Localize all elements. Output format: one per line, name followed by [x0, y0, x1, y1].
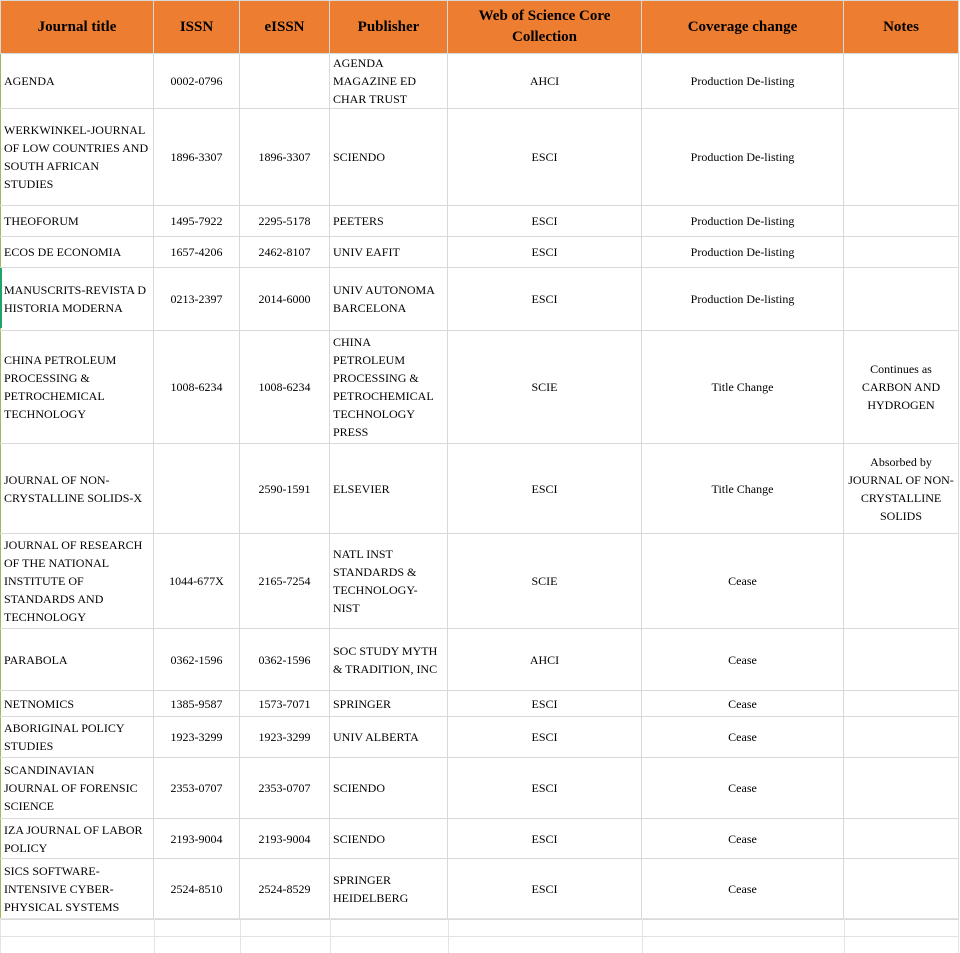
- cell-notes[interactable]: [844, 268, 959, 331]
- cell-eissn[interactable]: 1923-3299: [240, 717, 330, 758]
- cell-issn[interactable]: 1896-3307: [154, 109, 240, 206]
- cell-notes[interactable]: Continues as CARBON AND HYDROGEN: [844, 331, 959, 444]
- cell-coverage-change[interactable]: Title Change: [642, 444, 844, 534]
- cell-collection[interactable]: ESCI: [448, 859, 642, 920]
- cell-eissn[interactable]: 2524-8529: [240, 859, 330, 920]
- cell-coverage-change[interactable]: Production De-listing: [642, 237, 844, 268]
- cell-eissn[interactable]: 2165-7254: [240, 534, 330, 629]
- cell-notes[interactable]: Absorbed by JOURNAL OF NON-CRYSTALLINE SOLIDS: [844, 444, 959, 534]
- cell-eissn[interactable]: 2353-0707: [240, 758, 330, 819]
- cell-issn[interactable]: 0002-0796: [154, 54, 240, 109]
- cell-coverage-change[interactable]: Cease: [642, 758, 844, 819]
- cell-collection[interactable]: ESCI: [448, 717, 642, 758]
- header-publisher[interactable]: Publisher: [330, 1, 448, 54]
- cell-notes[interactable]: [844, 109, 959, 206]
- cell-notes[interactable]: [844, 859, 959, 920]
- cell-selection-marker: [0, 268, 2, 328]
- cell-issn[interactable]: 2353-0707: [154, 758, 240, 819]
- cell-collection[interactable]: SCIE: [448, 331, 642, 444]
- table-row: [1, 717, 959, 758]
- cell-journal-title[interactable]: ECOS DE ECONOMIA: [1, 237, 154, 268]
- cell-coverage-change[interactable]: Cease: [642, 691, 844, 717]
- cell-notes[interactable]: [844, 534, 959, 629]
- header-eissn[interactable]: eISSN: [240, 1, 330, 54]
- cell-eissn[interactable]: 1896-3307: [240, 109, 330, 206]
- cell-eissn[interactable]: 1008-6234: [240, 331, 330, 444]
- cell-issn[interactable]: 0213-2397: [154, 268, 240, 331]
- cell-collection[interactable]: ESCI: [448, 758, 642, 819]
- cell-journal-title[interactable]: JOURNAL OF RESEARCH OF THE NATIONAL INSTITUTE OF STANDARDS AND TECHNOLOGY: [1, 534, 154, 629]
- cell-notes[interactable]: [844, 237, 959, 268]
- cell-collection[interactable]: AHCI: [448, 629, 642, 691]
- cell-issn[interactable]: 1044-677X: [154, 534, 240, 629]
- cell-coverage-change[interactable]: Production De-listing: [642, 109, 844, 206]
- cell-collection[interactable]: ESCI: [448, 206, 642, 237]
- table-row: [1, 691, 959, 717]
- cell-eissn[interactable]: 2014-6000: [240, 268, 330, 331]
- table-row: [1, 237, 959, 268]
- cell-collection[interactable]: ESCI: [448, 268, 642, 331]
- cell-publisher[interactable]: NATL INST STANDARDS & TECHNOLOGY-NIST: [330, 534, 448, 629]
- cell-issn[interactable]: [154, 444, 240, 534]
- cell-eissn[interactable]: [240, 54, 330, 109]
- cell-publisher[interactable]: AGENDA MAGAZINE ED CHAR TRUST: [330, 54, 448, 109]
- table-row: [1, 859, 959, 920]
- cell-journal-title[interactable]: WERKWINKEL-JOURNAL OF LOW COUNTRIES AND SOUTH AFRICAN STUDIES: [1, 109, 154, 206]
- cell-coverage-change[interactable]: Production De-listing: [642, 206, 844, 237]
- cell-issn[interactable]: 2193-9004: [154, 819, 240, 859]
- cell-notes[interactable]: [844, 54, 959, 109]
- cell-publisher[interactable]: SPRINGER: [330, 691, 448, 717]
- cell-publisher[interactable]: PEETERS: [330, 206, 448, 237]
- cell-issn[interactable]: 1385-9587: [154, 691, 240, 717]
- cell-eissn[interactable]: 0362-1596: [240, 629, 330, 691]
- cell-publisher[interactable]: SCIENDO: [330, 758, 448, 819]
- cell-journal-title[interactable]: NETNOMICS: [1, 691, 154, 717]
- cell-eissn[interactable]: 2590-1591: [240, 444, 330, 534]
- table-row: [1, 54, 959, 109]
- cell-collection[interactable]: ESCI: [448, 444, 642, 534]
- cell-notes[interactable]: [844, 206, 959, 237]
- cell-publisher[interactable]: ELSEVIER: [330, 444, 448, 534]
- cell-coverage-change[interactable]: Production De-listing: [642, 268, 844, 331]
- cell-coverage-change[interactable]: Cease: [642, 819, 844, 859]
- cell-collection[interactable]: SCIE: [448, 534, 642, 629]
- cell-journal-title[interactable]: SCANDINAVIAN JOURNAL OF FORENSIC SCIENCE: [1, 758, 154, 819]
- cell-collection[interactable]: ESCI: [448, 819, 642, 859]
- table-row: [1, 331, 959, 444]
- cell-issn[interactable]: 1495-7922: [154, 206, 240, 237]
- cell-eissn[interactable]: 2462-8107: [240, 237, 330, 268]
- cell-collection[interactable]: ESCI: [448, 691, 642, 717]
- header-row: [1, 1, 959, 54]
- table-row: [1, 444, 959, 534]
- cell-eissn[interactable]: 1573-7071: [240, 691, 330, 717]
- table-row: [1, 534, 959, 629]
- cell-publisher[interactable]: CHINA PETROLEUM PROCESSING & PETROCHEMICAL TECHNOLOGY PRESS: [330, 331, 448, 444]
- cell-issn[interactable]: 0362-1596: [154, 629, 240, 691]
- cell-publisher[interactable]: UNIV AUTONOMA BARCELONA: [330, 268, 448, 331]
- cell-publisher[interactable]: SCIENDO: [330, 109, 448, 206]
- cell-notes[interactable]: [844, 717, 959, 758]
- cell-eissn[interactable]: 2193-9004: [240, 819, 330, 859]
- table-row: [1, 758, 959, 819]
- cell-publisher[interactable]: UNIV ALBERTA: [330, 717, 448, 758]
- cell-journal-title[interactable]: THEOFORUM: [1, 206, 154, 237]
- cell-notes[interactable]: [844, 758, 959, 819]
- cell-collection[interactable]: ESCI: [448, 109, 642, 206]
- table-row: [1, 109, 959, 206]
- header-issn[interactable]: ISSN: [154, 1, 240, 54]
- cell-notes[interactable]: [844, 691, 959, 717]
- cell-journal-title[interactable]: ABORIGINAL POLICY STUDIES: [1, 717, 154, 758]
- cell-publisher[interactable]: SOC STUDY MYTH & TRADITION, INC: [330, 629, 448, 691]
- table-row: [1, 268, 959, 331]
- cell-journal-title[interactable]: PARABOLA: [1, 629, 154, 691]
- cell-coverage-change[interactable]: Cease: [642, 534, 844, 629]
- cell-issn[interactable]: 1008-6234: [154, 331, 240, 444]
- cell-publisher[interactable]: SPRINGER HEIDELBERG: [330, 859, 448, 920]
- cell-coverage-change[interactable]: Production De-listing: [642, 54, 844, 109]
- header-journal-title[interactable]: Journal title: [1, 1, 154, 54]
- cell-coverage-change[interactable]: Cease: [642, 629, 844, 691]
- cell-issn[interactable]: 2524-8510: [154, 859, 240, 920]
- header-coverage-change[interactable]: Coverage change: [642, 1, 844, 54]
- cell-journal-title[interactable]: CHINA PETROLEUM PROCESSING & PETROCHEMICAL TECHNOLOGY: [1, 331, 154, 444]
- cell-journal-title[interactable]: AGENDA: [1, 54, 154, 109]
- cell-eissn[interactable]: 2295-5178: [240, 206, 330, 237]
- cell-coverage-change[interactable]: Cease: [642, 859, 844, 920]
- cell-issn[interactable]: 1923-3299: [154, 717, 240, 758]
- cell-collection[interactable]: ESCI: [448, 237, 642, 268]
- cell-coverage-change[interactable]: Title Change: [642, 331, 844, 444]
- cell-publisher[interactable]: SCIENDO: [330, 819, 448, 859]
- cell-journal-title[interactable]: SICS SOFTWARE-INTENSIVE CYBER-PHYSICAL SYSTEMS: [1, 859, 154, 920]
- cell-journal-title[interactable]: JOURNAL OF NON-CRYSTALLINE SOLIDS-X: [1, 444, 154, 534]
- cell-coverage-change[interactable]: Cease: [642, 717, 844, 758]
- cell-publisher[interactable]: UNIV EAFIT: [330, 237, 448, 268]
- header-notes[interactable]: Notes: [844, 1, 959, 54]
- cell-collection[interactable]: AHCI: [448, 54, 642, 109]
- cell-notes[interactable]: [844, 819, 959, 859]
- cell-journal-title[interactable]: IZA JOURNAL OF LABOR POLICY: [1, 819, 154, 859]
- table-row: [1, 819, 959, 859]
- cell-issn[interactable]: 1657-4206: [154, 237, 240, 268]
- cell-journal-title[interactable]: MANUSCRITS-REVISTA D HISTORIA MODERNA: [1, 268, 154, 331]
- header-wos-collection[interactable]: Web of Science Core Collection: [448, 1, 642, 54]
- table-row: [1, 629, 959, 691]
- cell-notes[interactable]: [844, 629, 959, 691]
- table-row: [1, 206, 959, 237]
